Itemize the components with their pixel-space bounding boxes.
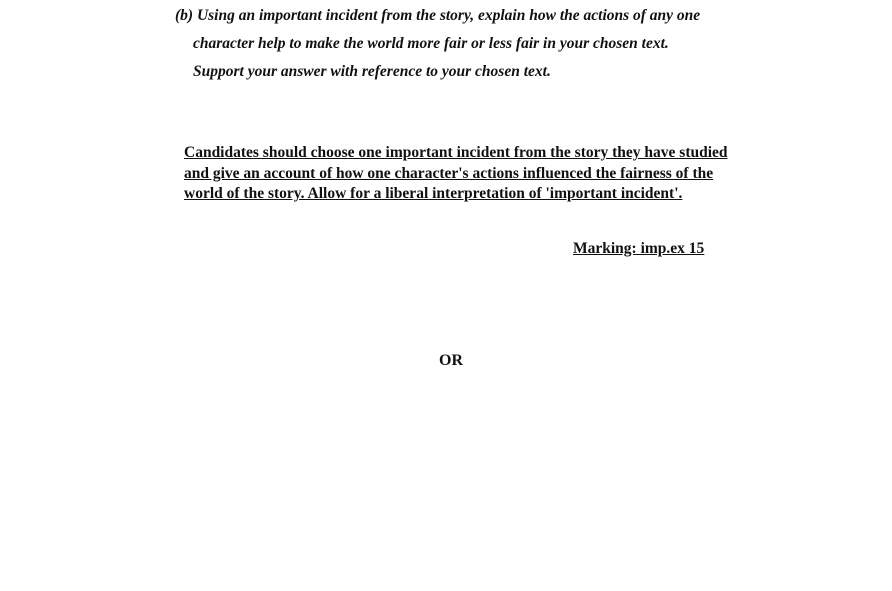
guidance-line: world of the story. Allow for a liberal interpretation of 'important incident'. [184, 185, 683, 202]
or-divider: OR [439, 352, 463, 369]
guidance-line: and give an account of how one character's actions influenced the fairness of the [184, 164, 714, 182]
marking-guidance [184, 143, 744, 205]
guidance-line: Candidates should choose one important incident from the story they have studied [184, 144, 728, 161]
question-line: (b) Using an important incident from the story, explain how the actions of any one [175, 7, 701, 24]
marking-scheme: Marking: imp.ex 15 [573, 240, 705, 257]
question-line: character help to make the world more fair or less fair in your chosen text. [193, 35, 669, 52]
question-prompt [175, 2, 775, 86]
question-line: Support your answer with reference to your chosen text. [193, 63, 551, 80]
